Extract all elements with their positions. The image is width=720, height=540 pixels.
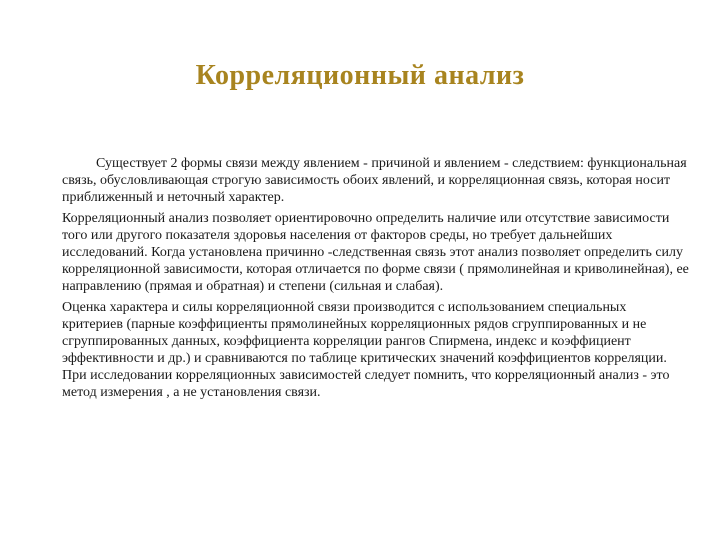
paragraph-forms-of-relation: Существует 2 формы связи между явлением - причиной и явлением - следствием: функциональная связь, обусловливающая строгую зависимость обоих явлений, и корреляционная связь, которая носит приближенный и неточный характер. <box>62 156 687 205</box>
paragraph-correlation-analysis: Корреляционный анализ позволяет ориентировочно определить наличие или отсутствие зависимости того или другого показателя здоровья населения от факторов среды, но требует дальнейших исследований. Когда установлена причинно -следственная связь этот анализ позволяет определить силу корреляционной зависимости, которая отличается по форме связи ( прямолинейная и криволинейная), ее направлению (прямая и обратная) и степени (сильная и слабая). <box>62 211 689 294</box>
paragraph-assessment-criteria: Оценка характера и силы корреляционной связи производится с использованием специальных критериев (парные коэффициенты прямолинейных корреляционных рядов сгруппированных и не сгруппированных данных, коэффициента корреляции рангов Спирмена, индекс и коэффициент эффективности и др.) и сравниваются по таблице критических значений коэффициентов корреляции. При исследовании корреляционных зависимостей следует помнить, что корреляционный анализ - это метод измерения , а не установления связи. <box>62 300 670 400</box>
slide-title: Корреляционный анализ <box>195 60 525 91</box>
slide-body <box>62 155 690 405</box>
